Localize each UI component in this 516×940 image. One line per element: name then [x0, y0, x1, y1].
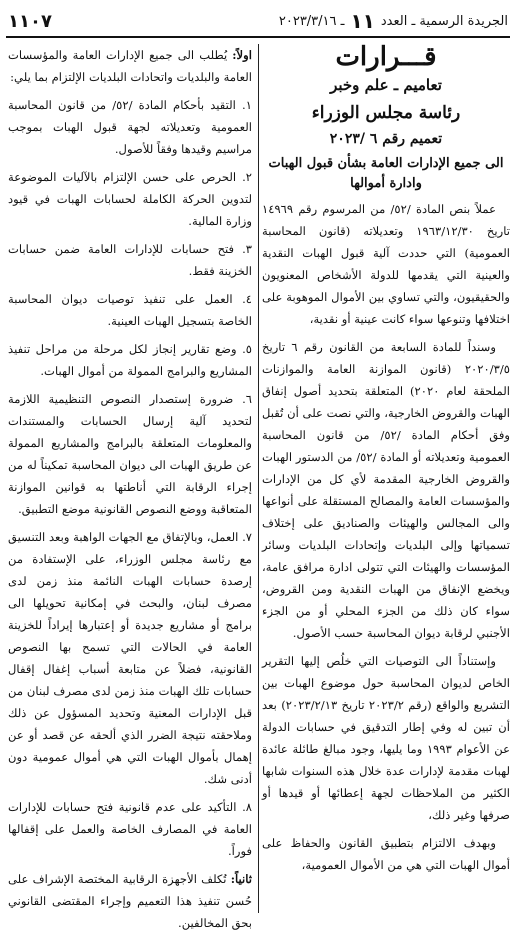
circular-subject: الى جميع الإدارات العامة بشأن قبول الهبات وادارة أموالها — [268, 156, 504, 191]
second-directive-label: ثانياً: — [230, 872, 252, 886]
preamble-paragraph-3: وإستناداً الى التوصيات التي خلُص إليها التقرير الخاص لديوان المحاسبة حول موضوع الهبات بين التشريع والواقع (رقم ٢٠٢٣/٢ تاريخ ٢٠٢٣/٢/١٣) بعد أن تبين له وفي إطار التدقيق في حسابات الدولة عن الأعوام ١٩٩٣ وما يليها، وجود مبالغ طائلة عائدة لهبات مقدمة لإدارات عدة خلال هذه السنوات شابها الكثير من الملاحظات لجهة إعطائها أو قيدها أو صرفها وغير ذلك، — [262, 654, 510, 822]
directive-item-7: ٧. العمل، وبالإتفاق مع الجهات الواهبة وبعد التنسيق مع رئاسة مجلس الوزراء، على الإستفادة من إرصدة حسابات الهبات النائمة منذ زمن لدى مصرف لبنان، والبحث في إمكانية تحويلها الى برامج أو مشاريع جديدة أو إعتبارها إيراداً للخزينة العامة في الحالات التي تسمح بها النصوص القانونية، فضلاً عن متابعة أسباب إغفال إقفال حسابات تلك الهبات منذ زمن لدى مصرف لبنان من قبل الإدارات المعنية وتحديد المسؤول عن ذلك وملاحقته نتيجة الضرر الذي ألحقه عن قصد أو عن إهمال بأموال الهبات التي هي أموال عمومية دون أدنى شك. — [8, 530, 252, 786]
right-column — [262, 44, 510, 882]
preamble-paragraph-1: عملاً بنص المادة /٥٢/ من المرسوم رقم ١٤٩٦٩ تاريخ ١٩٦٣/١٢/٣٠ وتعديلاته (قانون المحاسبة العمومية) التي حددت آلية قبول الهبات النقدية والعينية التي يقدمها للدولة الأشخاص المعنويون والحقيقيون، والتي تساوي بين الأموال الموهوبة على اختلافها وتنوعها سواء كانت عينية أو نقدية، — [262, 202, 510, 326]
header-info — [279, 9, 508, 33]
preamble-paragraph-4: وبهدف الالتزام بتطبيق القانون والحفاظ على أموال الهبات التي هي من الأموال العمومية، — [262, 836, 510, 872]
journal-title: الجريدة الرسمية ـ العدد — [380, 13, 508, 29]
preamble-paragraph-2: وسنداً للمادة السابعة من القانون رقم ٦ تاريخ ٢٠٢٠/٣/٥ (قانون الموازنة العامة والموازنات الملحقة لعام ٢٠٢٠) المتعلقة بتحديد أصول إنفاق الهبات والقروض الخارجية، والتي نصت على أن تُقبل وفق أحكام المادة /٥٢/ من قانون المحاسبة العمومية وتعديلاته أو المادة /٥٢/ من الدستور الهبات والقروض الخارجية المقدمة لأي كل من الإدارات والمؤسسات العامة والمصالح المستقلة على أنواعها والى المجالس والهيئات والصناديق على إختلاف تسمياتها وإلى البلديات وإتحادات البلديات وسائر المؤسسات والهيئات التي تتولى ادارة مرافق عامة، ويخضع الإنفاق من الهبات النقدية ومن القروض، سواء كان ذلك من الجزء المحلي أو من الجزء الأجنبي لرقابة ديوان المحاسبة حسب الأصول. — [262, 340, 510, 640]
issuing-authority: رئاسة مجلس الوزراء — [311, 103, 461, 123]
first-directive-label: اولاً: — [232, 48, 252, 62]
issue-date: ـ ٢٠٢٣/٣/١٦ — [278, 13, 345, 29]
page-number: ١١٠٧ — [8, 10, 52, 32]
second-directive-text: تُكلف الأجهزة الرقابية المختصة الإشراف على حُسن تنفيذ هذا التعميم وإجراء المقتضى القانوني بحق المخالفين. — [8, 872, 252, 930]
header-rule — [6, 36, 510, 38]
directive-item-4: ٤. العمل على تنفيذ توصيات ديوان المحاسبة الخاصة بتسجيل الهبات العينية. — [8, 292, 252, 328]
first-directive — [8, 44, 252, 88]
directive-item-6: ٦. ضرورة إستصدار النصوص التنظيمية اللازمة لتحديد آلية إرسال الحسابات والمستندات والمعلومات المتعلقة بالبرامج والمشاريع الممولة عن طريق الهبات الى ديوان المحاسبة تمكيناً له من إجراء الرقابة التي أناطتها به قوانين الموازنة المتعاقبة ووضع النصوص القانونية موضع التطبيق. — [8, 392, 252, 516]
circular-number: تعميم رقم ٦ /٢٠٢٣ — [329, 131, 443, 147]
section-title: قـــرارات — [335, 42, 437, 72]
second-directive — [8, 868, 252, 934]
issue-number: ١١ — [350, 9, 375, 33]
directive-item-1: ١. التقيد بأحكام المادة /٥٢/ من قانون المحاسبة العمومية وتعديلاته لجهة قبول الهبات بموجب مراسيم وقيدها وفقاً للأصول. — [8, 98, 252, 156]
directive-item-5: ٥. وضع تقارير إنجاز لكل مرحلة من مراحل تنفيذ المشاريع والبرامج الممولة من أموال الهبات. — [8, 342, 252, 378]
first-directive-text: يُطلب الى جميع الإدارات العامة والمؤسسات العامة والبلديات واتحادات البلديات الإلتزام بما يلي: — [8, 48, 252, 84]
left-column — [8, 44, 252, 940]
page-header — [8, 8, 508, 34]
directive-item-8: ٨. التأكيد على عدم قانونية فتح حسابات للإدارات العامة في المصارف الخاصة والعمل على إقفالها فوراً. — [8, 800, 252, 858]
column-divider — [258, 44, 259, 913]
directive-item-3: ٣. فتح حسابات للإدارات العامة ضمن حسابات الخزينة فقط. — [8, 242, 252, 278]
directive-item-2: ٢. الحرص على حسن الإلتزام بالآليات الموضوعة لتدوين الحركة الكاملة لحسابات الهبات في قيود وزارة المالية. — [8, 170, 252, 228]
section-subtitle: تعاميم ـ علم وخبر — [330, 76, 442, 94]
